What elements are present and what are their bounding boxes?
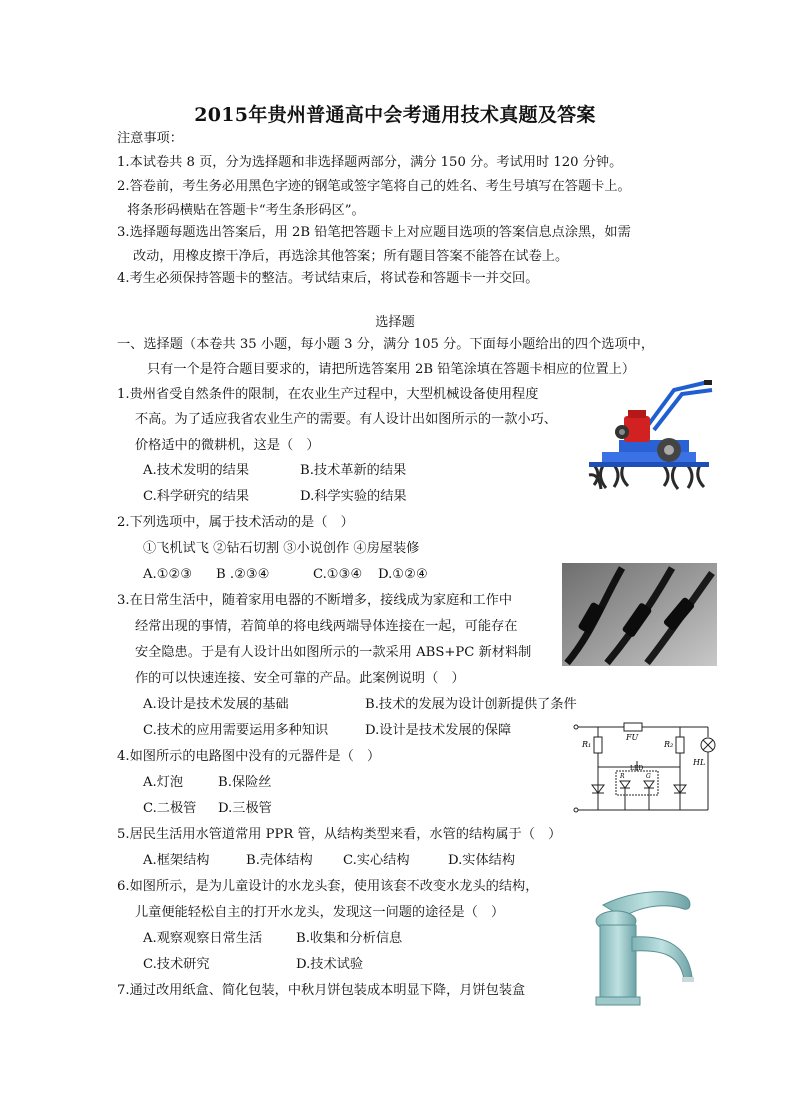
q3-line-a: 3.在日常生活中，随着家用电器的不断增多，接线成为家庭和工作中 xyxy=(117,593,513,608)
label-fu: FU xyxy=(626,733,639,742)
note-3a: 3.选择题每题选出答案后，用 2B 铅笔把答题卡上对应题目选项的答案信息点涂黑，如需 xyxy=(117,225,631,240)
q5-option-b: B.壳体结构 xyxy=(246,853,313,868)
q3-option-a: A.设计是技术发展的基础 xyxy=(143,697,289,712)
section-intro-b: 只有一个是符合题目要求的，请把所选答案用 2B 铅笔涂填在答题卡相应的位置上） xyxy=(147,362,636,377)
q1-line-c: 价格适中的微耕机，这是（ ） xyxy=(135,438,320,453)
note-4: 4.考生必须保持答题卡的整洁。考试结束后，将试卷和答题卡一并交回。 xyxy=(117,271,539,286)
q1-line-b: 不高。为了适应我省农业生产的需要。有人设计出如图所示的一款小巧、 xyxy=(135,412,557,427)
q2-option-b: B .②③④ xyxy=(216,567,270,582)
notes-heading: 注意事项： xyxy=(117,131,183,146)
label-g: G xyxy=(646,773,651,780)
q3-line-b: 经常出现的事情，若简单的将电线两端导体连接在一起，可能存在 xyxy=(135,619,518,634)
q5-line-a: 5.居民生活用水管道常用 PPR 管，从结构类型来看，水管的结构属于（ ） xyxy=(117,827,562,842)
q6-option-d: D.技术试验 xyxy=(296,957,364,972)
faucet-image xyxy=(588,887,703,1007)
q5-option-d: D.实体结构 xyxy=(448,853,516,868)
q1-option-d: D.科学实验的结果 xyxy=(300,489,407,504)
q4-option-b: B.保险丝 xyxy=(218,775,272,790)
q6-option-c: C.技术研究 xyxy=(143,957,210,972)
q2-option-d: D.①②④ xyxy=(378,567,428,582)
q6-line-b: 儿童便能轻松自主的打开水龙头，发现这一问题的途径是（ ） xyxy=(135,905,505,920)
note-2b: 将条形码横贴在答题卡“考生条形码区”。 xyxy=(127,203,365,218)
label-r2: R₂ xyxy=(664,740,674,749)
q1-option-c: C.科学研究的结果 xyxy=(143,489,250,504)
q2-items: ①飞机试飞 ②钻石切割 ③小说创作 ④房屋装修 xyxy=(143,541,420,556)
q1-line-a: 1.贵州省受自然条件的限制，在农业生产过程中，大型机械设备使用程度 xyxy=(117,387,539,402)
connector-image xyxy=(562,563,717,666)
q2-option-c: C.①③④ xyxy=(313,567,363,582)
q4-option-a: A.灯泡 xyxy=(143,775,184,790)
q5-option-c: C.实心结构 xyxy=(343,853,410,868)
q5-option-a: A.框架结构 xyxy=(143,853,210,868)
q6-option-a: A.观察观察日常生活 xyxy=(143,931,263,946)
label-led: LED xyxy=(630,765,644,772)
q3-option-d: D.设计是技术发展的保障 xyxy=(365,723,512,738)
circuit-diagram xyxy=(568,715,728,820)
page-title: 2015年贵州普通高中会考通用技术真题及答案 xyxy=(194,104,596,126)
note-3b: 改动，用橡皮擦干净后，再选涂其他答案；所有题目答案不能答在试卷上。 xyxy=(133,249,569,264)
q4-option-c: C.二极管 xyxy=(143,801,197,816)
q7-line-a: 7.通过改用纸盒、简化包装，中秋月饼包装成本明显下降，月饼包装盒 xyxy=(117,983,526,998)
q3-line-c: 安全隐患。于是有人设计出如图所示的一款采用 ABS+PC 新材料制 xyxy=(135,645,532,660)
q3-option-c: C.技术的应用需要运用多种知识 xyxy=(143,723,329,738)
q3-line-d: 作的可以快速连接、安全可靠的产品。此案例说明（ ） xyxy=(135,671,465,686)
label-hl: HL xyxy=(693,758,706,767)
q6-option-b: B.收集和分析信息 xyxy=(296,931,403,946)
q3-option-b: B.技术的发展为设计创新提供了条件 xyxy=(365,697,577,712)
note-2a: 2.答卷前，考生务必用黑色字迹的钢笔或签字笔将自己的姓名、考生号填写在答题卡上。 xyxy=(117,179,631,194)
q4-line-a: 4.如图所示的电路图中没有的元器件是（ ） xyxy=(117,749,381,764)
q1-option-a: A.技术发明的结果 xyxy=(143,463,250,478)
note-1: 1.本试卷共 8 页，分为选择题和非选择题两部分，满分 150 分。考试用时 120 分钟。 xyxy=(117,155,623,170)
section-heading: 选择题 xyxy=(375,315,415,330)
section-intro-a: 一、选择题（本卷共 35 小题，每小题 3 分，满分 105 分。下面每小题给出的四个选项中， xyxy=(117,337,655,352)
tiller-image xyxy=(584,380,714,505)
q1-option-b: B.技术革新的结果 xyxy=(300,463,407,478)
q6-line-a: 6.如图所示，是为儿童设计的水龙头套，使用该套不改变水龙头的结构， xyxy=(117,879,539,894)
q4-option-d: D.三极管 xyxy=(218,801,272,816)
label-r: R xyxy=(620,773,625,780)
q2-option-a: A.①②③ xyxy=(143,567,193,582)
label-r1: R₁ xyxy=(582,740,592,749)
q2-line-a: 2.下列选项中，属于技术活动的是（ ） xyxy=(117,515,354,530)
